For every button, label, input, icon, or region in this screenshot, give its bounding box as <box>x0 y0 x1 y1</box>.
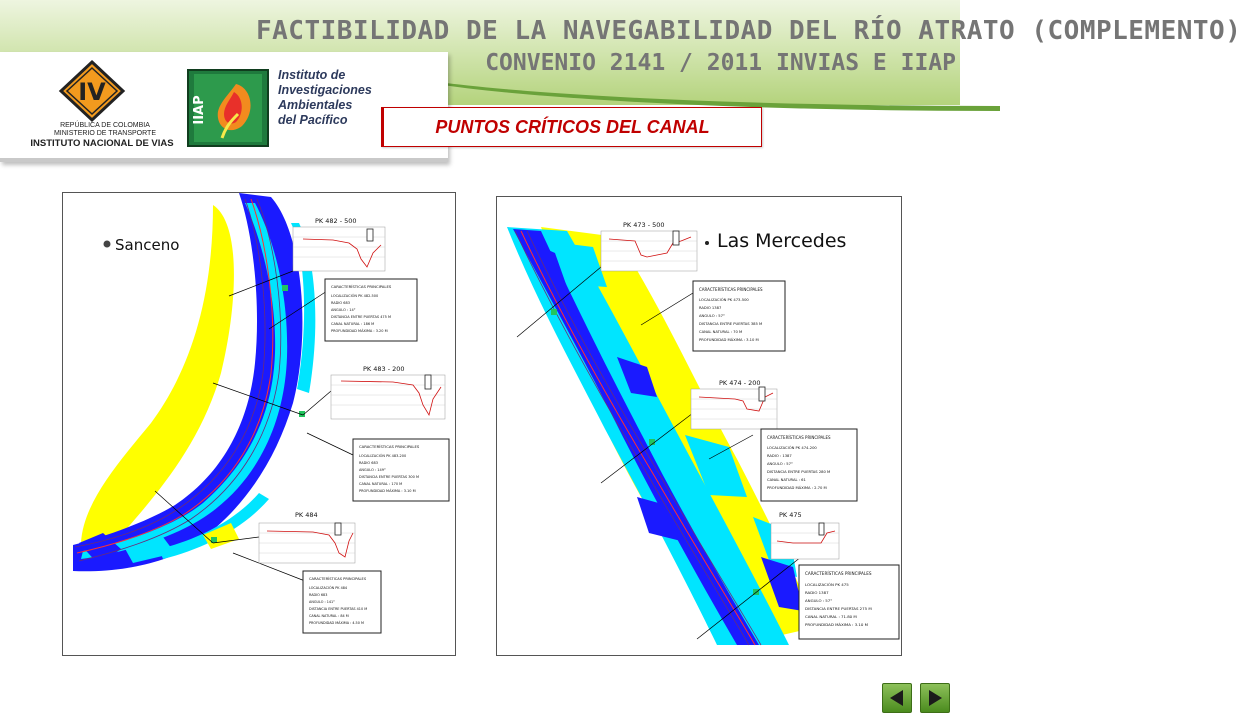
svg-text:CANAL NATURAL : 71.80 M: CANAL NATURAL : 71.80 M <box>805 614 857 619</box>
svg-text:ANGULO : 141°: ANGULO : 141° <box>309 600 335 604</box>
info-box-pk474 <box>761 429 857 501</box>
invias-line2: MINISTERIO DE TRANSPORTE <box>53 130 157 137</box>
svg-text:RADIO : 1387: RADIO : 1387 <box>767 454 792 458</box>
info-box-pk484 <box>303 571 381 633</box>
place-dot-icon <box>104 241 111 248</box>
profile-pk475 <box>771 511 839 559</box>
svg-text:CANAL NATURAL : 186 M: CANAL NATURAL : 186 M <box>331 322 375 326</box>
svg-text:ANGULO : 57°: ANGULO : 57° <box>767 462 793 466</box>
svg-text:RADIO 683: RADIO 683 <box>331 301 350 305</box>
svg-text:PROFUNDIDAD MÁXIMA : 3.20 M: PROFUNDIDAD MÁXIMA : 3.20 M <box>331 329 388 333</box>
svg-text:ANGULO : 149°: ANGULO : 149° <box>359 468 386 472</box>
svg-text:PK 474 - 200: PK 474 - 200 <box>719 379 761 387</box>
place-dot-icon <box>705 241 709 245</box>
svg-text:CARACTERÍSTICAS PRINCIPALES: CARACTERÍSTICAS PRINCIPALES <box>309 577 367 581</box>
iiap-name: Instituto de Investigaciones Ambientales del Pacífico <box>278 68 372 127</box>
svg-text:LOCALIZACIÓN PK 474-200: LOCALIZACIÓN PK 474-200 <box>767 446 817 450</box>
svg-text:CARACTERÍSTICAS PRINCIPALES: CARACTERÍSTICAS PRINCIPALES <box>699 287 763 292</box>
profile-pk474 <box>691 379 777 429</box>
svg-text:RADIO 683: RADIO 683 <box>359 461 378 465</box>
svg-text:PROFUNDIDAD MÁXIMA : 3.10 M: PROFUNDIDAD MÁXIMA : 3.10 M <box>699 338 759 342</box>
profile-pk483 <box>331 365 445 419</box>
svg-text:PROFUNDIDAD MÁXIMA : 3.10 M: PROFUNDIDAD MÁXIMA : 3.10 M <box>805 622 868 627</box>
place-label: Sanceno <box>115 236 180 254</box>
info-box-pk473 <box>693 281 785 351</box>
invias-diamond-icon <box>30 60 180 122</box>
svg-text:LOCALIZACIÓN PK 483-200: LOCALIZACIÓN PK 483-200 <box>359 454 407 458</box>
invias-logo <box>30 60 190 160</box>
svg-text:CARACTERÍSTICAS PRINCIPALES: CARACTERÍSTICAS PRINCIPALES <box>767 435 831 440</box>
invias-line3: INSTITUTO NACIONAL DE VIAS <box>30 138 174 149</box>
info-box-pk475 <box>799 565 899 639</box>
invias-line1: REPÚBLICA DE COLOMBIA <box>60 122 150 129</box>
map-panel-sanceno <box>62 192 456 656</box>
svg-text:PROFUNDIDAD MÁXIMA : 2.70 M: PROFUNDIDAD MÁXIMA : 2.70 M <box>767 486 827 490</box>
svg-text:CANAL NATURAL : 170 M: CANAL NATURAL : 170 M <box>359 482 403 486</box>
svg-text:RADIO 1387: RADIO 1387 <box>805 590 829 595</box>
profile-pk482 <box>293 217 385 271</box>
previous-slide-button[interactable] <box>882 683 912 713</box>
profile-pk484 <box>259 511 355 563</box>
info-box-pk483 <box>353 439 449 501</box>
svg-text:CANAL NATURAL : 61: CANAL NATURAL : 61 <box>767 478 806 482</box>
svg-text:ANGULO : 57°: ANGULO : 57° <box>699 314 725 318</box>
svg-text:LOCALIZACIÓN PK 484: LOCALIZACIÓN PK 484 <box>309 586 348 590</box>
svg-text:PK 483 - 200: PK 483 - 200 <box>363 365 405 373</box>
svg-text:DISTANCIA ENTRE PUERTAS 475 M: DISTANCIA ENTRE PUERTAS 475 M <box>331 315 392 319</box>
svg-text:LOCALIZACIÓN PK 482-500: LOCALIZACIÓN PK 482-500 <box>331 294 379 298</box>
svg-text:PROFUNDIDAD MÁXIMA : 3.10 M: PROFUNDIDAD MÁXIMA : 3.10 M <box>359 489 416 493</box>
svg-text:PK 473 - 500: PK 473 - 500 <box>623 221 665 229</box>
svg-text:DISTANCIA ENTRE PUERTAS 280 M: DISTANCIA ENTRE PUERTAS 280 M <box>767 470 831 474</box>
svg-text:CARACTERÍSTICAS PRINCIPALES: CARACTERÍSTICAS PRINCIPALES <box>805 571 872 576</box>
river-map-las-mercedes <box>497 197 903 657</box>
next-slide-button[interactable] <box>920 683 950 713</box>
marker-pk473 <box>551 309 557 315</box>
svg-text:DISTANCIA ENTRE PUERTAS 275 M: DISTANCIA ENTRE PUERTAS 275 M <box>805 606 872 611</box>
svg-text:IIAP: IIAP <box>192 95 207 125</box>
profile-pk473 <box>601 221 697 271</box>
triangle-right-icon <box>921 684 949 712</box>
place-label: Las Mercedes <box>717 230 847 252</box>
svg-text:PK 484: PK 484 <box>295 511 318 519</box>
triangle-left-icon <box>883 684 911 712</box>
svg-text:CARACTERÍSTICAS PRINCIPALES: CARACTERÍSTICAS PRINCIPALES <box>331 284 392 289</box>
svg-text:CARACTERÍSTICAS PRINCIPALES: CARACTERÍSTICAS PRINCIPALES <box>359 444 420 449</box>
svg-text:PK 482 - 500: PK 482 - 500 <box>315 217 357 225</box>
svg-text:ANGULO : 14°: ANGULO : 14° <box>331 308 356 312</box>
svg-text:PK 475: PK 475 <box>779 511 802 519</box>
svg-text:PROFUNDIDAD MÁXIMA : 4.50 M: PROFUNDIDAD MÁXIMA : 4.50 M <box>309 621 364 625</box>
svg-text:LOCALIZACIÓN PK 473-500: LOCALIZACIÓN PK 473-500 <box>699 298 749 302</box>
map-panel-las-mercedes <box>496 196 902 656</box>
agreement-title: CONVENIO 2141 / 2011 INVIAS E IIAP <box>485 50 956 76</box>
project-title: FACTIBILIDAD DE LA NAVEGABILIDAD DEL RÍO ATRATO (COMPLEMENTO) <box>256 16 1241 46</box>
svg-text:CANAL NATURAL : 70 M: CANAL NATURAL : 70 M <box>699 330 743 334</box>
svg-text:IV: IV <box>78 78 106 106</box>
svg-text:ANGULO : 57°: ANGULO : 57° <box>805 598 833 603</box>
river-map-sanceno <box>63 193 457 657</box>
section-title: PUNTOS CRÍTICOS DEL CANAL <box>381 107 762 147</box>
svg-text:DISTANCIA ENTRE PUERTAS 300 M: DISTANCIA ENTRE PUERTAS 300 M <box>359 475 420 479</box>
marker-pk482 <box>282 285 288 291</box>
svg-text:LOCALIZACIÓN PK 475: LOCALIZACIÓN PK 475 <box>805 582 849 587</box>
svg-text:CANAL NATURAL : 84 M: CANAL NATURAL : 84 M <box>309 614 349 618</box>
iiap-emblem-icon <box>186 68 270 148</box>
svg-text:DISTANCIA ENTRE PUERTAS 385 M: DISTANCIA ENTRE PUERTAS 385 M <box>699 322 763 326</box>
info-box-pk482 <box>325 279 417 341</box>
svg-text:DISTANCIA ENTRE PUERTAS 410 M: DISTANCIA ENTRE PUERTAS 410 M <box>309 607 368 611</box>
svg-text:RADIO 683: RADIO 683 <box>309 593 328 597</box>
svg-text:RADIO 1387: RADIO 1387 <box>699 306 722 310</box>
